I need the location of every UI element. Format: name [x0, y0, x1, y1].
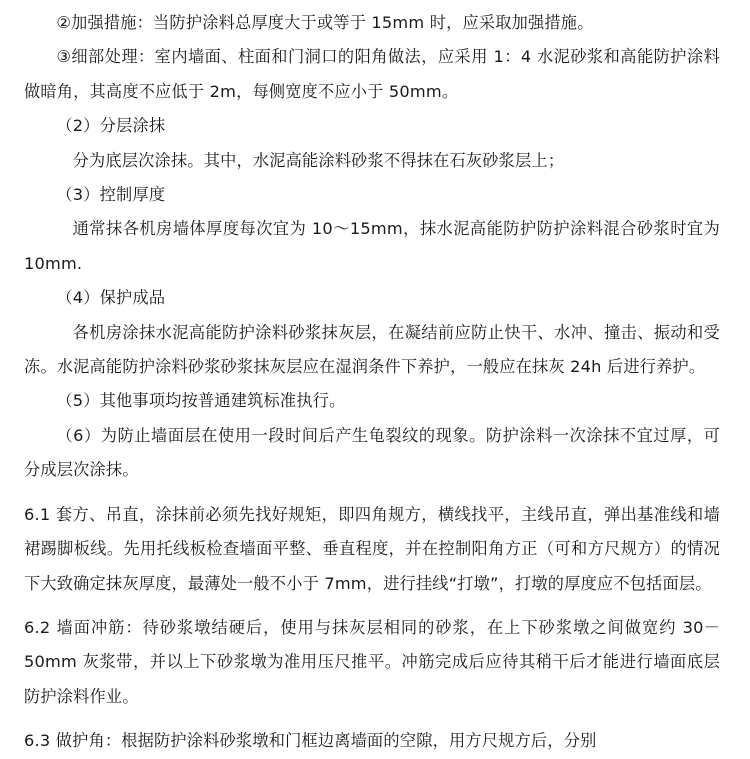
paragraph: 6.2 墙面冲筋：待砂浆墩结硬后，使用与抹灰层相同的砂浆，在上下砂浆墩之间做宽约 30－50mm 灰浆带，并以上下砂浆墩为准用压尺推平。冲筋完成后应待其稍干后才能进行墙面底层防护涂料作业。 [24, 617, 720, 706]
paragraph: （2）分层涂抹 [56, 116, 166, 136]
paragraph: ②加强措施：当防护涂料总厚度大于或等于 15mm 时，应采取加强措施。 [56, 13, 594, 32]
paragraph: （6）为防止墙面层在使用一段时间后产生龟裂纹的现象。防护涂料一次涂抹不宜过厚，可分成层次涂抹。 [24, 425, 720, 480]
paragraph: （3）控制厚度 [56, 185, 166, 205]
paragraph: 6.3 做护角：根据防护涂料砂浆墩和门框边离墙面的空隙，用方尺规方后，分别 [24, 731, 597, 751]
paragraph: （5）其他事项均按普通建筑标准执行。 [56, 391, 346, 411]
paragraph: 通常抹各机房墙体厚度每次宜为 10～15mm，抹水泥高能防护防护涂料混合砂浆时宜为 10mm. [24, 219, 726, 273]
paragraph: 各机房涂抹水泥高能防护涂料砂浆抹灰层，在凝结前应防止快干、水冲、撞击、振动和受冻。水泥高能防护涂料砂浆砂浆抹灰层应在湿润条件下养护，一般应在抹灰 24h 后进行养护。 [24, 322, 720, 377]
paragraph: 分为底层次涂抹。其中，水泥高能涂料砂浆不得抹在石灰砂浆层上； [72, 150, 565, 170]
paragraph: ③细部处理：室内墙面、柱面和门洞口的阳角做法，应采用 1：4 水泥砂浆和高能防护涂料做暗角，其高度不应低于 2m，每侧宽度不应小于 50mm。 [24, 47, 720, 101]
paragraph: 6.1 套方、吊直，涂抹前必须先找好规矩，即四角规方，横线找平，主线吊直，弹出基准线和墙裙踢脚板线。先用托线板检查墙面平整、垂直程度，并在控制阳角方正（可和方尺规方）的情况下大致确定抹灰厚度，最薄处一般不小于 7mm，进行挂线“打墩”，打墩的厚度应不包括面层。 [24, 504, 720, 593]
paragraph: （4）保护成品 [56, 288, 166, 308]
